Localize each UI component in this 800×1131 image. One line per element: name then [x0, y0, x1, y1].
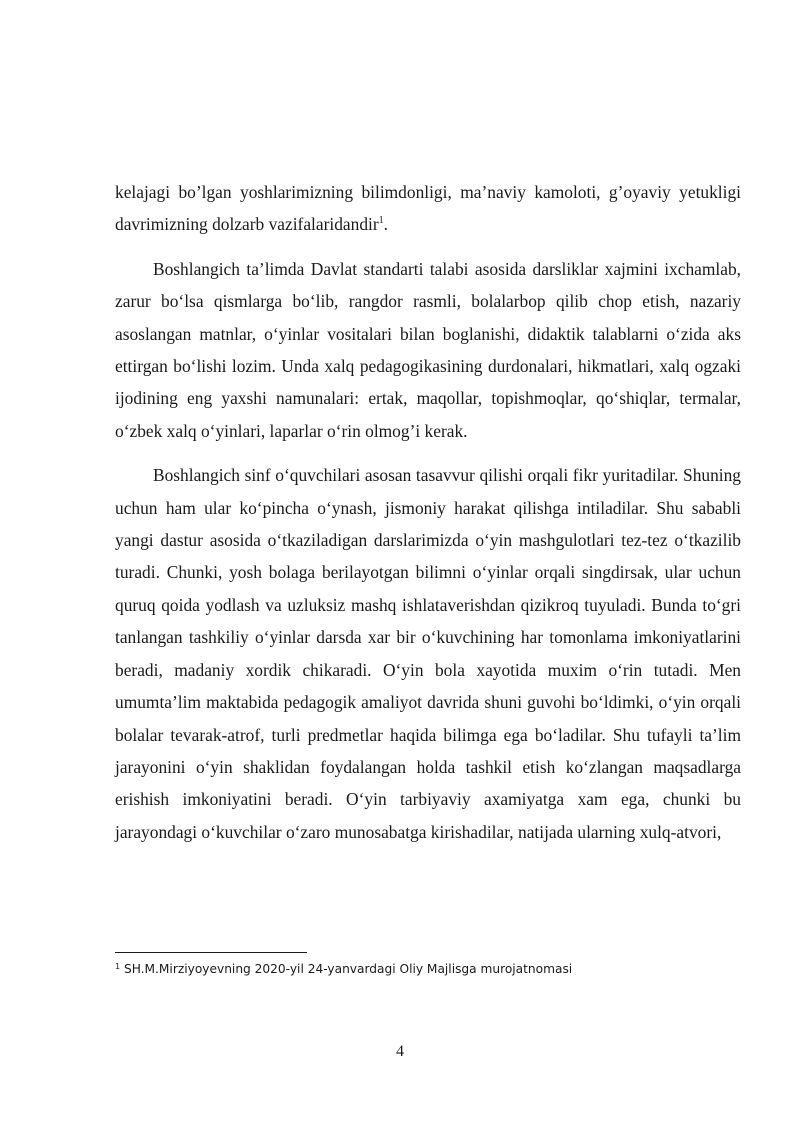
- footnote-marker: 1: [115, 962, 121, 971]
- paragraph-text: kelajagi bo’lgan yoshlarimizning bilimdonligi, ma’naviy kamoloti, g’oyaviy yetukligi davrimizning dolzarb vazifalaridandir: [115, 182, 741, 235]
- footnote: [115, 959, 741, 979]
- footnote-text: SH.M.Mirziyoyevning 2020-yil 24-yanvardagi Oliy Majlisga murojatnomasi: [120, 962, 573, 976]
- paragraph-continuation: [115, 176, 741, 241]
- footnote-reference: 1: [378, 215, 384, 227]
- paragraph-trailing: .: [383, 214, 389, 235]
- paragraph: Boshlangich ta’limda Davlat standarti talabi asosida darsliklar xajmini ixchamlab, zarur bo‘lsa qismlarga bo‘lib, rangdor rasmli, bolalarbop qilib chop etish, nazariy asoslangan matnlar, o‘yinlar vositalari bilan boglanishi, didaktik talablarni o‘zida aks ettirgan bo‘lishi lozim. Unda xalq pedagogikasining durdonalari, hikmatlari, xalq ogzaki ijodining eng yaxshi namunalari: ertak, maqollar, topishmoqlar, qo‘shiqlar, termalar, o‘zbek xalq o‘yinlari, laparlar o‘rin olmog’i kerak.: [115, 258, 741, 441]
- paragraph: Boshlangich sinf o‘quvchilari asosan tasavvur qilishi orqali fikr yuritadilar. Shuning uchun ham ular ko‘pincha o‘ynash, jismoniy harakat qilishga intiladilar. Shu sababli yangi dastur asosida o‘tkaziladigan darslarimizda o‘yin mashgulotlari tez-tez o‘tkazilib turadi. Chunki, yosh bolaga berilayotgan bilimni o‘yinlar orqali singdirsak, ular uchun quruq qoida yodlash va uzluksiz mashq ishlataverishdan qizikroq tuyuladi. Bunda to‘gri tanlangan tashkiliy o‘yinlar darsda xar bir o‘kuvchining har tomonlama imkoniyatlarini beradi, madaniy xordik chikaradi. O‘yin bola xayotida muxim o‘rin tutadi. Men umumta’lim maktabida pedagogik amaliyot davrida shuni guvohi bo‘ldimki, o‘yin orqali bolalar tevarak-atrof, turli predmetlar haqida bilimga ega bo‘ladilar. Shu tufayli ta’lim jarayonini o‘yin shaklidan foydalangan holda tashkil etish ko‘zlangan maqsadlarga erishish imkoniyatini beradi. O‘yin tarbiyaviy axamiyatga xam ega, chunki bu jarayondagi o‘kuvchilar o‘zaro munosabatga kirishadilar, natijada ularning xulq-atvori,: [115, 465, 741, 842]
- body-text: [115, 176, 741, 848]
- page-number: 4: [396, 1043, 404, 1060]
- footnote-divider: [115, 952, 307, 953]
